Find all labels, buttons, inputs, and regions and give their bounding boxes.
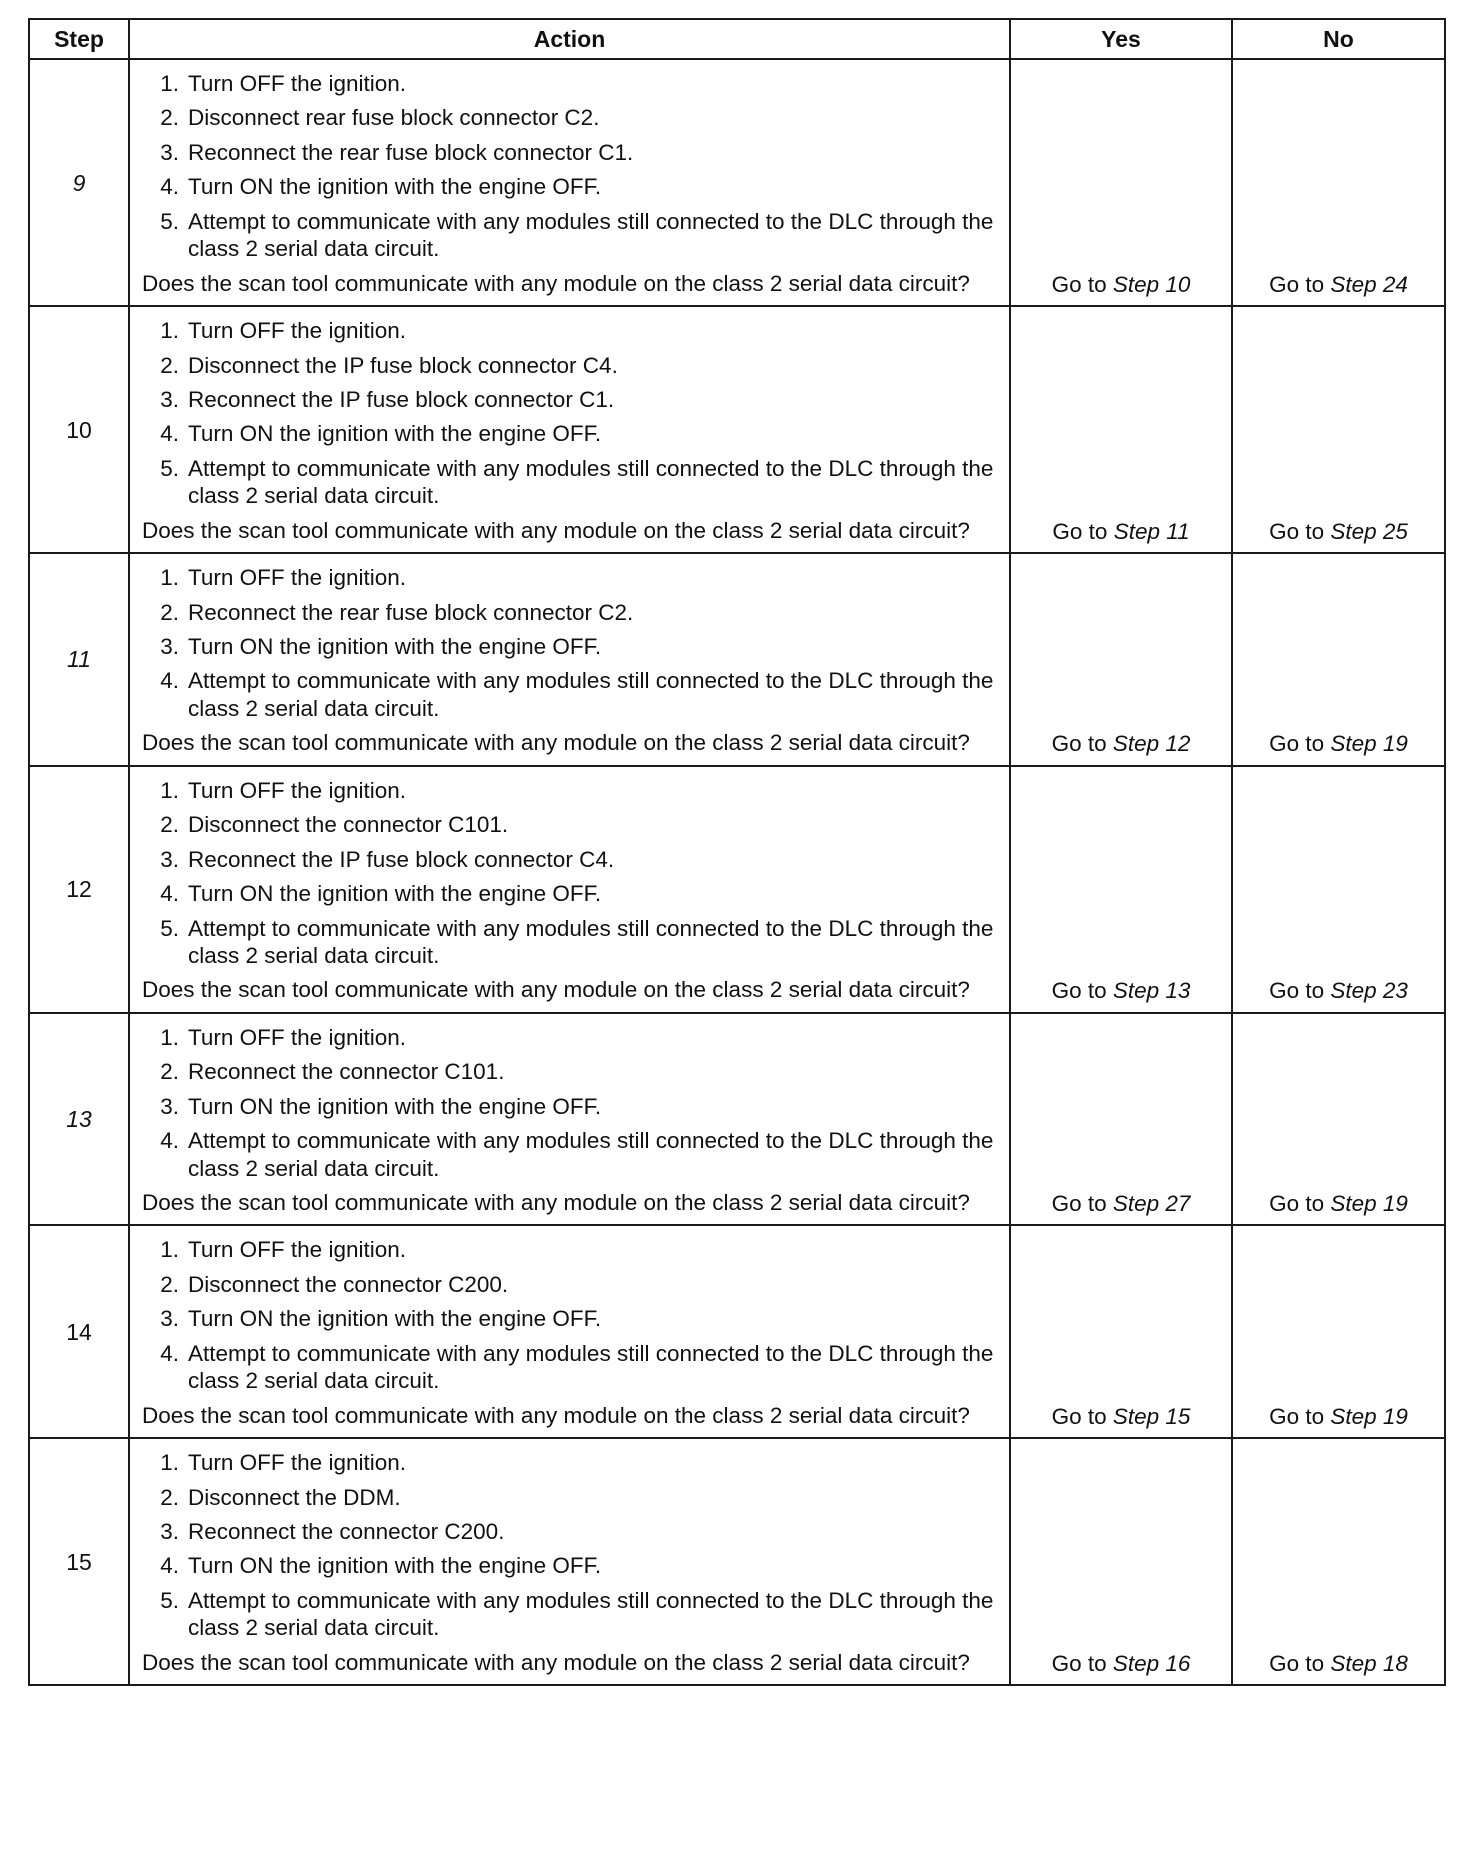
table-row bbox=[29, 1438, 1445, 1685]
substep-item bbox=[142, 208, 995, 263]
yes-prefix: Go to bbox=[1051, 1191, 1107, 1216]
header-row bbox=[29, 19, 1445, 59]
no-step-link: Step 18 bbox=[1330, 1650, 1408, 1676]
substep-text: Reconnect the rear fuse block connector C1. bbox=[188, 139, 634, 165]
table-row bbox=[29, 553, 1445, 766]
step-number bbox=[29, 1438, 129, 1685]
no-step-link: Step 19 bbox=[1330, 731, 1408, 757]
substep-text: Turn OFF the ignition. bbox=[188, 565, 407, 591]
substep-text: Reconnect the IP fuse block connector C4. bbox=[188, 846, 615, 872]
substep-item bbox=[142, 880, 995, 907]
no-prefix: Go to bbox=[1269, 518, 1325, 544]
substep-text: Turn OFF the ignition. bbox=[188, 1237, 407, 1263]
yes-step-link: Step 13 bbox=[1112, 978, 1191, 1004]
step-number bbox=[29, 306, 129, 553]
substep-item bbox=[142, 633, 995, 660]
table-row bbox=[29, 1225, 1445, 1438]
step-number-text: 9 bbox=[72, 169, 86, 196]
substep-number: 2. bbox=[160, 352, 179, 378]
substep-text: Turn OFF the ignition. bbox=[188, 1024, 407, 1050]
header-yes: Yes bbox=[1010, 19, 1232, 59]
substep-item bbox=[142, 1127, 995, 1182]
table-row bbox=[29, 766, 1445, 1013]
step-number bbox=[29, 553, 129, 766]
substep-number: 3. bbox=[160, 139, 179, 165]
step-number bbox=[29, 1013, 129, 1226]
no-prefix: Go to bbox=[1269, 1403, 1325, 1429]
substep-text: Disconnect the DDM. bbox=[188, 1484, 401, 1510]
substep-item bbox=[142, 1058, 995, 1085]
yes-cell bbox=[1010, 59, 1232, 306]
substep-text: Turn ON the ignition with the engine OFF. bbox=[188, 1306, 602, 1332]
substep-text: Reconnect the rear fuse block connector C2. bbox=[188, 599, 634, 625]
substep-text: Attempt to communicate with any modules still connected to the DLC through the class 2 serial data circuit. bbox=[188, 1340, 994, 1394]
substep-text: Disconnect rear fuse block connector C2. bbox=[188, 105, 600, 131]
yes-step-link: Step 27 bbox=[1112, 1191, 1191, 1216]
table-row bbox=[29, 306, 1445, 553]
yes-prefix: Go to bbox=[1051, 1403, 1107, 1429]
no-step-link: Step 23 bbox=[1330, 978, 1408, 1004]
yes-cell bbox=[1010, 306, 1232, 553]
action-cell bbox=[129, 1013, 1010, 1226]
step-number bbox=[29, 59, 129, 306]
substep-number: 1. bbox=[160, 1024, 179, 1050]
substep-text: Attempt to communicate with any modules still connected to the DLC through the class 2 serial data circuit. bbox=[188, 668, 994, 721]
substep-item bbox=[142, 420, 995, 447]
step-number bbox=[29, 1225, 129, 1438]
no-step-link: Step 19 bbox=[1330, 1403, 1408, 1429]
substep-text: Turn OFF the ignition. bbox=[188, 318, 407, 344]
yes-prefix: Go to bbox=[1051, 271, 1107, 297]
substep-text: Disconnect the connector C200. bbox=[188, 1271, 509, 1297]
no-step-link: Step 19 bbox=[1330, 1191, 1408, 1216]
substep-item bbox=[142, 915, 995, 970]
header-step: Step bbox=[29, 19, 129, 59]
substep-text: Turn ON the ignition with the engine OFF. bbox=[188, 174, 602, 200]
no-step-link: Step 24 bbox=[1330, 271, 1408, 297]
substep-number: 4. bbox=[160, 1553, 179, 1579]
substep-list bbox=[142, 777, 995, 970]
substep-item bbox=[142, 1024, 995, 1051]
action-cell bbox=[129, 1438, 1010, 1685]
substep-number: 4. bbox=[160, 668, 179, 694]
substep-text: Turn ON the ignition with the engine OFF. bbox=[188, 881, 602, 907]
yes-prefix: Go to bbox=[1051, 1650, 1107, 1676]
step-number-text: 11 bbox=[67, 646, 91, 673]
substep-text: Turn ON the ignition with the engine OFF. bbox=[188, 421, 602, 447]
no-prefix: Go to bbox=[1269, 731, 1325, 757]
substep-number: 1. bbox=[160, 1237, 179, 1263]
substep-text: Turn ON the ignition with the engine OFF. bbox=[188, 634, 602, 659]
yes-prefix: Go to bbox=[1051, 731, 1107, 757]
yes-step-link: Step 16 bbox=[1112, 1650, 1191, 1676]
substep-item bbox=[142, 1305, 995, 1332]
substep-list bbox=[142, 564, 995, 722]
substep-list bbox=[142, 317, 995, 510]
substep-number: 3. bbox=[160, 846, 179, 872]
yes-cell bbox=[1010, 1225, 1232, 1438]
yes-prefix: Go to bbox=[1051, 978, 1107, 1004]
substep-number: 3. bbox=[160, 1306, 179, 1332]
yes-prefix: Go to bbox=[1052, 518, 1108, 544]
substep-number: 1. bbox=[160, 71, 179, 96]
table-row bbox=[29, 59, 1445, 306]
step-number-text: 14 bbox=[66, 1318, 92, 1345]
yes-step-link: Step 11 bbox=[1113, 518, 1190, 544]
substep-item bbox=[142, 1340, 995, 1395]
substep-number: 2. bbox=[160, 1059, 179, 1085]
yes-cell bbox=[1010, 553, 1232, 766]
substep-item bbox=[142, 1518, 995, 1545]
substep-item bbox=[142, 104, 995, 131]
step-number-text: 13 bbox=[66, 1106, 92, 1133]
substep-text: Reconnect the connector C200. bbox=[188, 1518, 505, 1544]
substep-item bbox=[142, 1093, 995, 1120]
no-prefix: Go to bbox=[1269, 978, 1325, 1004]
question-text: Does the scan tool communicate with any module on the class 2 serial data circuit? bbox=[142, 270, 970, 296]
no-cell bbox=[1232, 1225, 1445, 1438]
table-body bbox=[29, 59, 1445, 1685]
substep-text: Reconnect the IP fuse block connector C1. bbox=[188, 386, 615, 412]
yes-step-link: Step 10 bbox=[1112, 271, 1191, 297]
substep-number: 4. bbox=[160, 174, 179, 200]
substep-number: 1. bbox=[160, 777, 179, 803]
substep-item bbox=[142, 386, 995, 413]
substep-number: 1. bbox=[160, 565, 179, 591]
diagnostic-table bbox=[28, 18, 1446, 1686]
substep-number: 2. bbox=[160, 599, 179, 625]
substep-text: Turn OFF the ignition. bbox=[188, 71, 407, 96]
question-text: Does the scan tool communicate with any module on the class 2 serial data circuit? bbox=[142, 1649, 970, 1675]
substep-list bbox=[142, 1024, 995, 1182]
step-number-text: 15 bbox=[66, 1548, 92, 1575]
substep-text: Attempt to communicate with any modules still connected to the DLC through the class 2 serial data circuit. bbox=[188, 208, 994, 262]
action-cell bbox=[129, 59, 1010, 306]
substep-number: 2. bbox=[160, 1271, 179, 1297]
substep-text: Attempt to communicate with any modules still connected to the DLC through the class 2 serial data circuit. bbox=[188, 1128, 994, 1181]
yes-cell bbox=[1010, 1438, 1232, 1685]
substep-number: 2. bbox=[160, 812, 179, 838]
action-cell bbox=[129, 553, 1010, 766]
question-text: Does the scan tool communicate with any module on the class 2 serial data circuit? bbox=[142, 1190, 970, 1215]
no-prefix: Go to bbox=[1269, 1650, 1325, 1676]
substep-item bbox=[142, 1552, 995, 1579]
substep-number: 5. bbox=[160, 208, 179, 234]
substep-item bbox=[142, 667, 995, 722]
substep-number: 5. bbox=[160, 915, 179, 941]
substep-text: Turn OFF the ignition. bbox=[188, 1450, 407, 1476]
substep-text: Attempt to communicate with any modules still connected to the DLC through the class 2 serial data circuit. bbox=[188, 455, 994, 509]
substep-item bbox=[142, 70, 995, 97]
substep-number: 5. bbox=[160, 1587, 179, 1613]
substep-number: 2. bbox=[160, 1484, 179, 1510]
substep-item bbox=[142, 139, 995, 166]
substep-item bbox=[142, 173, 995, 200]
no-cell bbox=[1232, 306, 1445, 553]
no-cell bbox=[1232, 766, 1445, 1013]
yes-cell bbox=[1010, 1013, 1232, 1226]
substep-number: 4. bbox=[160, 881, 179, 907]
substep-item bbox=[142, 811, 995, 838]
action-cell bbox=[129, 306, 1010, 553]
no-prefix: Go to bbox=[1269, 271, 1325, 297]
substep-item bbox=[142, 1271, 995, 1298]
substep-item bbox=[142, 352, 995, 379]
no-cell bbox=[1232, 59, 1445, 306]
substep-text: Disconnect the connector C101. bbox=[188, 812, 509, 838]
substep-item bbox=[142, 1484, 995, 1511]
action-cell bbox=[129, 1225, 1010, 1438]
question-text: Does the scan tool communicate with any module on the class 2 serial data circuit? bbox=[142, 730, 970, 756]
substep-item bbox=[142, 599, 995, 626]
substep-text: Attempt to communicate with any modules still connected to the DLC through the class 2 serial data circuit. bbox=[188, 1587, 994, 1641]
header-action: Action bbox=[129, 19, 1010, 59]
substep-number: 4. bbox=[160, 1340, 179, 1366]
substep-number: 5. bbox=[160, 455, 179, 481]
no-prefix: Go to bbox=[1269, 1191, 1325, 1216]
no-cell bbox=[1232, 1013, 1445, 1226]
yes-step-link: Step 12 bbox=[1112, 731, 1191, 757]
substep-number: 3. bbox=[160, 386, 179, 412]
substep-number: 1. bbox=[160, 318, 179, 344]
substep-number: 2. bbox=[160, 105, 179, 131]
substep-text: Disconnect the IP fuse block connector C4. bbox=[188, 352, 618, 378]
substep-item bbox=[142, 455, 995, 510]
substep-number: 4. bbox=[160, 1128, 179, 1154]
substep-number: 3. bbox=[160, 634, 179, 659]
substep-text: Reconnect the connector C101. bbox=[188, 1059, 505, 1085]
step-number bbox=[29, 766, 129, 1013]
yes-cell bbox=[1010, 766, 1232, 1013]
substep-item bbox=[142, 1236, 995, 1263]
no-cell bbox=[1232, 553, 1445, 766]
substep-item bbox=[142, 846, 995, 873]
question-text: Does the scan tool communicate with any module on the class 2 serial data circuit? bbox=[142, 977, 970, 1003]
substep-list bbox=[142, 70, 995, 263]
substep-item bbox=[142, 317, 995, 344]
no-cell bbox=[1232, 1438, 1445, 1685]
header-no: No bbox=[1232, 19, 1445, 59]
substep-text: Attempt to communicate with any modules still connected to the DLC through the class 2 serial data circuit. bbox=[188, 915, 994, 968]
substep-text: Turn ON the ignition with the engine OFF. bbox=[188, 1553, 602, 1579]
substep-number: 3. bbox=[160, 1518, 179, 1544]
table-row bbox=[29, 1013, 1445, 1226]
yes-step-link: Step 15 bbox=[1112, 1403, 1191, 1429]
step-number-text: 12 bbox=[66, 876, 92, 903]
substep-list bbox=[142, 1236, 995, 1394]
no-step-link: Step 25 bbox=[1330, 518, 1408, 544]
substep-item bbox=[142, 777, 995, 804]
substep-item bbox=[142, 564, 995, 591]
substep-number: 1. bbox=[160, 1450, 179, 1476]
action-cell bbox=[129, 766, 1010, 1013]
step-number-text: 10 bbox=[66, 416, 92, 443]
substep-number: 4. bbox=[160, 421, 179, 447]
question-text: Does the scan tool communicate with any module on the class 2 serial data circuit? bbox=[142, 1402, 970, 1428]
question-text: Does the scan tool communicate with any module on the class 2 serial data circuit? bbox=[142, 517, 970, 543]
substep-number: 3. bbox=[160, 1093, 179, 1119]
substep-item bbox=[142, 1449, 995, 1476]
substep-text: Turn OFF the ignition. bbox=[188, 777, 407, 803]
substep-text: Turn ON the ignition with the engine OFF. bbox=[188, 1093, 602, 1119]
substep-list bbox=[142, 1449, 995, 1642]
substep-item bbox=[142, 1587, 995, 1642]
